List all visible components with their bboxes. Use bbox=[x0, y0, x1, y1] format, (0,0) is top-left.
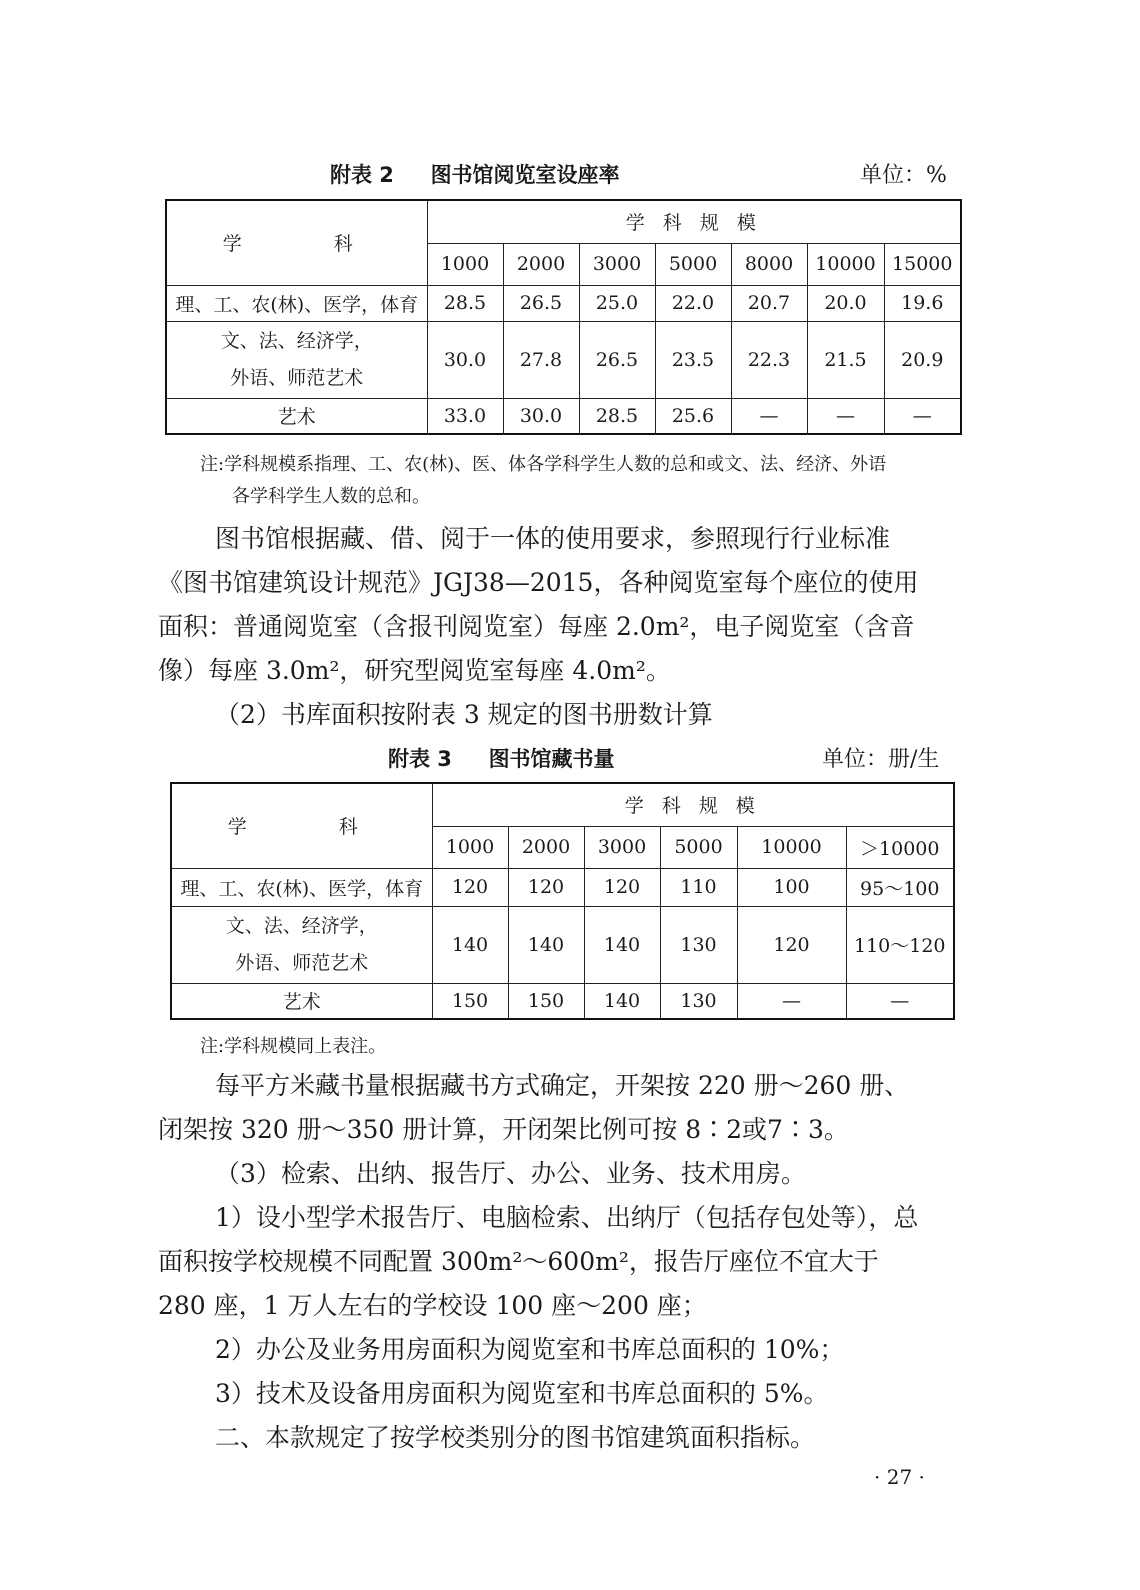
cell: 19.6 bbox=[884, 285, 961, 321]
row-subject: 艺术 bbox=[166, 398, 427, 434]
cell: 95～100 bbox=[846, 868, 954, 906]
table2-subject-header: 学 科 bbox=[166, 200, 427, 285]
table2-note-line1: 注:学科规模系指理、工、农(林)、医、体各学科学生人数的总和或文、法、经济、外语 bbox=[200, 454, 887, 475]
paragraph-line: 面积按学校规模不同配置 300m²～600m²，报告厅座位不宜大于 bbox=[158, 1247, 879, 1276]
table2-col-header: 10000 bbox=[807, 243, 884, 285]
row-subject: 理、工、农(林)、医学，体育 bbox=[166, 285, 427, 321]
table2-col-header: 3000 bbox=[579, 243, 655, 285]
row-subject: 文、法、经济学， 外语、师范艺术 bbox=[166, 321, 427, 398]
paragraph-line: 1）设小型学术报告厅、电脑检索、出纳厅（包括存包处等），总 bbox=[215, 1203, 919, 1232]
cell: 26.5 bbox=[579, 321, 655, 398]
cell: 100 bbox=[737, 868, 846, 906]
table2 bbox=[165, 199, 962, 435]
cell: 22.3 bbox=[731, 321, 807, 398]
table2-col-header: 1000 bbox=[427, 243, 503, 285]
table3-col-header: 1000 bbox=[432, 826, 508, 868]
table3-subject-header: 学 科 bbox=[171, 783, 432, 868]
table3-unit: 单位：册/生 bbox=[822, 747, 940, 772]
cell: 140 bbox=[432, 906, 508, 983]
table3-note: 注:学科规模同上表注。 bbox=[200, 1036, 387, 1057]
cell: 130 bbox=[660, 906, 737, 983]
cell: 22.0 bbox=[655, 285, 731, 321]
cell: 30.0 bbox=[427, 321, 503, 398]
table-row bbox=[171, 868, 954, 906]
cell: — bbox=[846, 983, 954, 1019]
cell: 140 bbox=[584, 906, 660, 983]
row-subject: 理、工、农(林)、医学，体育 bbox=[171, 868, 432, 906]
paragraph-line: 《图书馆建筑设计规范》JGJ38—2015，各种阅览室每个座位的使用 bbox=[158, 568, 919, 597]
table3-caption-title: 图书馆藏书量 bbox=[488, 747, 615, 771]
cell: 28.5 bbox=[427, 285, 503, 321]
cell: 20.0 bbox=[807, 285, 884, 321]
row-subject: 文、法、经济学， 外语、师范艺术 bbox=[171, 906, 432, 983]
table3-col-header: 5000 bbox=[660, 826, 737, 868]
table3 bbox=[170, 782, 955, 1020]
table3-scale-header: 学 科 规 模 bbox=[432, 783, 954, 826]
cell: 20.7 bbox=[731, 285, 807, 321]
table2-caption-title: 图书馆阅览室设座率 bbox=[430, 163, 620, 187]
cell: 25.6 bbox=[655, 398, 731, 434]
cell: 33.0 bbox=[427, 398, 503, 434]
cell: 110～120 bbox=[846, 906, 954, 983]
cell: 28.5 bbox=[579, 398, 655, 434]
cell: 140 bbox=[584, 983, 660, 1019]
table-row bbox=[166, 321, 961, 398]
table3-caption-number: 附表 3 bbox=[388, 747, 452, 771]
paragraph-line: （3）检索、出纳、报告厅、办公、业务、技术用房。 bbox=[215, 1159, 806, 1188]
table3-col-header: 10000 bbox=[737, 826, 846, 868]
table-row bbox=[171, 906, 954, 983]
cell: 20.9 bbox=[884, 321, 961, 398]
cell: — bbox=[731, 398, 807, 434]
paragraph-line: （2）书库面积按附表 3 规定的图书册数计算 bbox=[215, 700, 713, 729]
cell: 120 bbox=[737, 906, 846, 983]
cell: 140 bbox=[508, 906, 584, 983]
cell: 120 bbox=[508, 868, 584, 906]
table2-caption-number: 附表 2 bbox=[330, 163, 394, 187]
cell: 26.5 bbox=[503, 285, 579, 321]
table3-caption bbox=[388, 743, 615, 773]
paragraph-line: 面积：普通阅览室（含报刊阅览室）每座 2.0m²，电子阅览室（含音 bbox=[158, 612, 915, 641]
table2-col-header: 15000 bbox=[884, 243, 961, 285]
cell: 120 bbox=[584, 868, 660, 906]
row-subject: 艺术 bbox=[171, 983, 432, 1019]
cell: — bbox=[807, 398, 884, 434]
cell: 21.5 bbox=[807, 321, 884, 398]
paragraph-line: 每平方米藏书量根据藏书方式确定，开架按 220 册～260 册、 bbox=[215, 1071, 910, 1100]
table2-scale-header: 学 科 规 模 bbox=[427, 200, 961, 243]
cell: 110 bbox=[660, 868, 737, 906]
paragraph-line: 3）技术及设备用房面积为阅览室和书库总面积的 5%。 bbox=[215, 1379, 829, 1408]
cell: — bbox=[884, 398, 961, 434]
cell: — bbox=[737, 983, 846, 1019]
paragraph-line: 图书馆根据藏、借、阅于一体的使用要求，参照现行行业标准 bbox=[215, 524, 891, 553]
cell: 25.0 bbox=[579, 285, 655, 321]
cell: 150 bbox=[432, 983, 508, 1019]
table3-col-header: ＞10000 bbox=[846, 826, 954, 868]
table2-col-header: 5000 bbox=[655, 243, 731, 285]
table3-col-header: 2000 bbox=[508, 826, 584, 868]
table2-col-header: 2000 bbox=[503, 243, 579, 285]
table-row bbox=[171, 983, 954, 1019]
paragraph-line: 闭架按 320 册～350 册计算，开闭架比例可按 8∶2或7∶3。 bbox=[158, 1115, 849, 1144]
paragraph-line: 二、本款规定了按学校类别分的图书馆建筑面积指标。 bbox=[215, 1423, 816, 1452]
table-row bbox=[166, 285, 961, 321]
table2-note-line2: 各学科学生人数的总和。 bbox=[232, 486, 430, 507]
paragraph-line: 像）每座 3.0m²，研究型阅览室每座 4.0m²。 bbox=[158, 656, 671, 685]
cell: 23.5 bbox=[655, 321, 731, 398]
table-row bbox=[166, 398, 961, 434]
cell: 30.0 bbox=[503, 398, 579, 434]
page-number: · 27 · bbox=[874, 1465, 925, 1489]
paragraph-line: 280 座，1 万人左右的学校设 100 座～200 座； bbox=[158, 1291, 707, 1320]
paragraph-line: 2）办公及业务用房面积为阅览室和书库总面积的 10%； bbox=[215, 1335, 845, 1364]
cell: 130 bbox=[660, 983, 737, 1019]
table3-col-header: 3000 bbox=[584, 826, 660, 868]
cell: 120 bbox=[432, 868, 508, 906]
table2-col-header: 8000 bbox=[731, 243, 807, 285]
table2-caption bbox=[330, 159, 620, 189]
table2-unit: 单位：% bbox=[860, 163, 947, 188]
cell: 27.8 bbox=[503, 321, 579, 398]
cell: 150 bbox=[508, 983, 584, 1019]
